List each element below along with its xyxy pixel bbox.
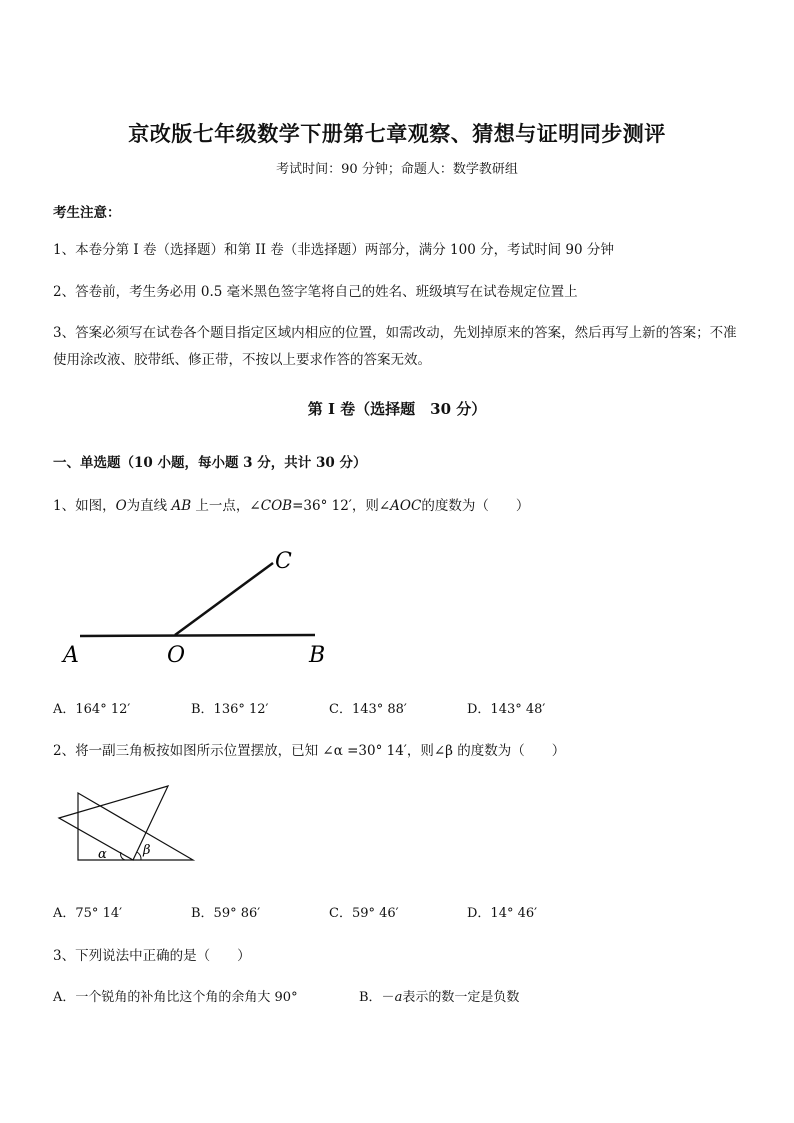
notice-item-3: 3、答案必须写在试卷各个题目指定区域内相应的位置，如需改动，先划掉原来的答案，然后再写上新的答案；不准使用涂改液、胶带纸、修正带，不按以上要求作答的答案无效。 <box>53 325 737 368</box>
section-title: 第 I 卷（选择题 30 分） <box>307 400 487 418</box>
q1-stem-text-1: 1、如图， <box>53 498 116 514</box>
q1-stem-text-4: =36° 12′，则∠ <box>292 498 391 514</box>
q1-stem-text-2: 为直线 <box>126 498 172 514</box>
page-title: 京改版七年级数学下册第七章观察、猜想与证明同步测评 <box>128 121 666 146</box>
q1-option-c[interactable]: C．143° 88′ <box>329 702 407 717</box>
question-1-stem <box>53 494 529 514</box>
ray-oc <box>175 563 273 635</box>
question-2-figure <box>55 780 200 870</box>
triangle-ruler-1 <box>78 793 193 860</box>
exam-info: 考试时间：90 分钟；命题人：数学教研组 <box>276 162 518 177</box>
q2-option-d[interactable]: D．14° 46′ <box>467 906 538 921</box>
question-1-figure <box>55 540 345 675</box>
notice-item-1: 1、本卷分第 I 卷（选择题）和第 II 卷（非选择题）两部分，满分 100 分，考试时间 90 分钟 <box>53 242 614 258</box>
triangle-ruler-2 <box>59 786 168 860</box>
q1-stem-text-3: 上一点，∠ <box>191 498 261 514</box>
q1-option-a[interactable]: A．164° 12′ <box>53 702 131 717</box>
q1-var-ab: AB <box>171 498 192 514</box>
label-o: O <box>167 643 186 668</box>
label-beta: β <box>143 843 151 858</box>
q3-option-b-suffix: 表示的数一定是负数 <box>402 990 520 1005</box>
angle-beta-arc <box>137 852 141 860</box>
notice-heading: 考生注意： <box>53 205 121 221</box>
q1-var-o: O <box>115 498 127 514</box>
q3-option-b[interactable] <box>359 986 519 1005</box>
q1-stem-text-5: 的度数为（ ） <box>421 498 530 514</box>
q1-option-d[interactable]: D．143° 48′ <box>467 702 546 717</box>
label-c: C <box>275 549 292 574</box>
question-2-stem: 2、将一副三角板按如图所示位置摆放，已知 ∠α =30° 14′，则∠β 的度数为（ ） <box>53 743 566 759</box>
q2-option-a[interactable]: A．75° 14′ <box>53 906 123 921</box>
label-b: B <box>309 643 326 668</box>
q1-var-cob: COB <box>260 498 293 514</box>
q2-option-b[interactable]: B．59° 86′ <box>191 906 261 921</box>
label-a: A <box>63 643 79 668</box>
label-alpha: α <box>98 847 107 862</box>
q1-var-aoc: AOC <box>390 498 422 514</box>
q3-option-b-prefix: B．－ <box>359 990 395 1005</box>
q3-option-b-var: a <box>394 990 403 1005</box>
part-title: 一、单选题（10 小题，每小题 3 分，共计 30 分） <box>53 455 367 471</box>
question-3-stem: 3、下列说法中正确的是（ ） <box>53 948 251 964</box>
q1-option-b[interactable]: B．136° 12′ <box>191 702 269 717</box>
q3-option-a[interactable]: A．一个锐角的补角比这个角的余角大 90° <box>53 990 298 1005</box>
notice-item-2: 2、答卷前，考生务必用 0.5 毫米黑色签字笔将自己的姓名、班级填写在试卷规定位置上 <box>53 284 578 300</box>
q2-option-c[interactable]: C．59° 46′ <box>329 906 399 921</box>
line-ab <box>80 635 315 636</box>
